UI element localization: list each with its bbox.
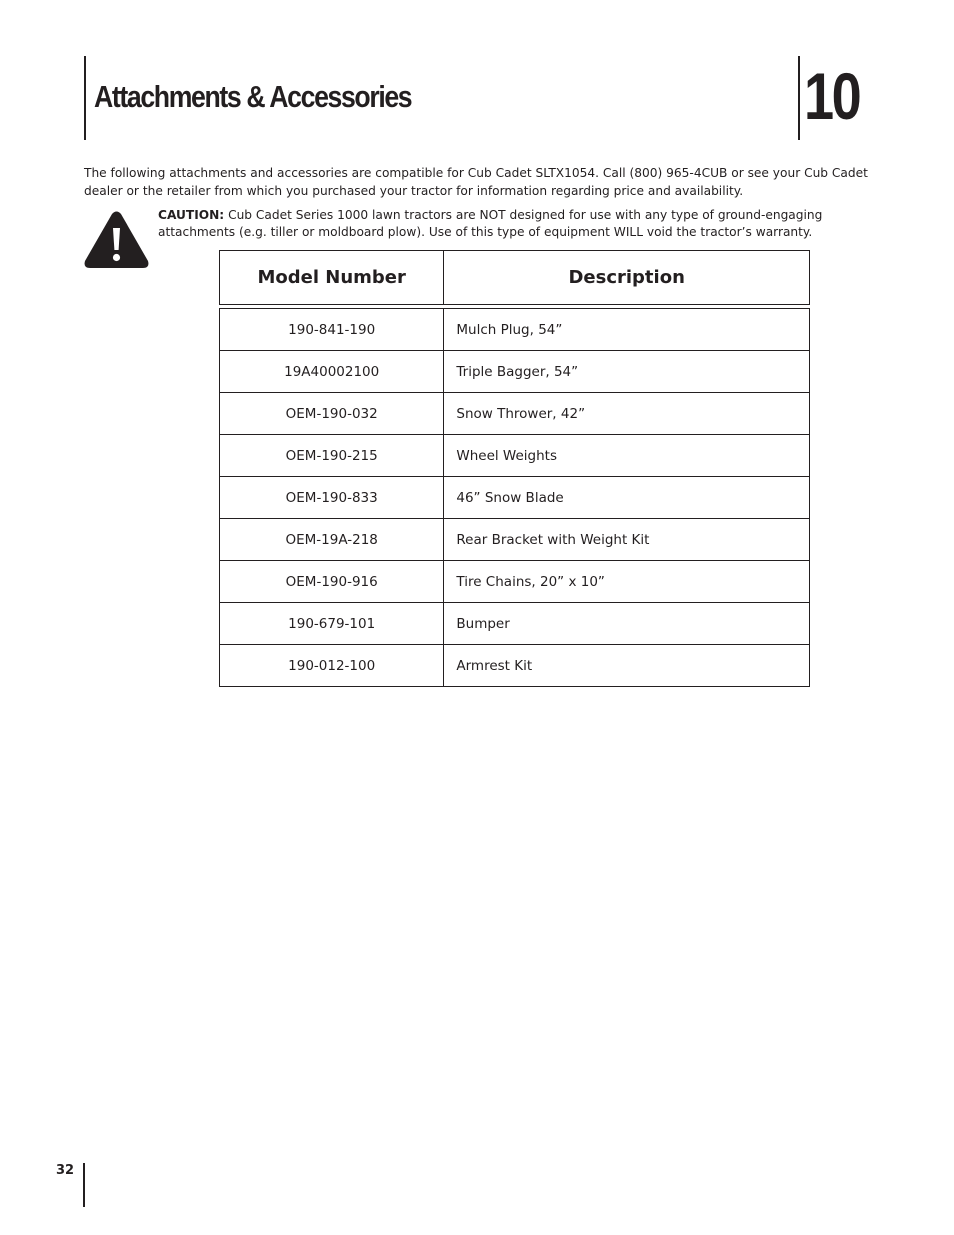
accessories-table [219, 250, 810, 687]
warning-triangle-icon [83, 210, 150, 270]
caution-notice [158, 207, 858, 240]
table-row [220, 351, 810, 393]
table-row [220, 435, 810, 477]
table-row [220, 519, 810, 561]
model-number-cell: OEM-190-916 [220, 561, 444, 603]
description-cell: Snow Thrower, 42” [444, 393, 810, 435]
intro-paragraph: The following attachments and accessories are compatible for Cub Cadet SLTX1054. Call (800) 965-4CUB or see your Cub Cadet dealer or the retailer from which you purchased your tractor for information regarding price and availability. [84, 166, 868, 198]
description-cell: 46” Snow Blade [444, 477, 810, 519]
table-header-row [220, 251, 810, 305]
table-row [220, 645, 810, 687]
model-number-cell: OEM-190-833 [220, 477, 444, 519]
caution-text: Cub Cadet Series 1000 lawn tractors are NOT designed for use with any type of ground-engaging attachments (e.g. tiller or moldboard plow). Use of this type of equipment WILL void the tractor’s warranty. [158, 208, 823, 239]
table-row [220, 603, 810, 645]
model-number-cell: 190-679-101 [220, 603, 444, 645]
chapter-number: 10 [804, 59, 860, 133]
page-number: 32 [56, 1163, 75, 1178]
description-cell: Wheel Weights [444, 435, 810, 477]
model-number-cell: OEM-190-032 [220, 393, 444, 435]
description-cell: Mulch Plug, 54” [444, 309, 810, 351]
column-header-model-number: Model Number [220, 251, 444, 305]
chapter-divider [798, 56, 800, 140]
description-cell: Tire Chains, 20” x 10” [444, 561, 810, 603]
model-number-cell: OEM-190-215 [220, 435, 444, 477]
footer-divider [83, 1163, 85, 1207]
model-number-cell: 190-841-190 [220, 309, 444, 351]
description-cell: Rear Bracket with Weight Kit [444, 519, 810, 561]
model-number-cell: OEM-19A-218 [220, 519, 444, 561]
table-row [220, 393, 810, 435]
description-cell: Triple Bagger, 54” [444, 351, 810, 393]
page-title: Attachments & Accessories [94, 79, 412, 114]
column-header-description: Description [444, 251, 810, 305]
table-row [220, 309, 810, 351]
title-divider [84, 56, 86, 140]
caution-label: CAUTION: [158, 208, 225, 222]
model-number-cell: 190-012-100 [220, 645, 444, 687]
table-body [220, 305, 810, 687]
table-row [220, 561, 810, 603]
description-cell: Armrest Kit [444, 645, 810, 687]
table-row [220, 477, 810, 519]
description-cell: Bumper [444, 603, 810, 645]
model-number-cell: 19A40002100 [220, 351, 444, 393]
